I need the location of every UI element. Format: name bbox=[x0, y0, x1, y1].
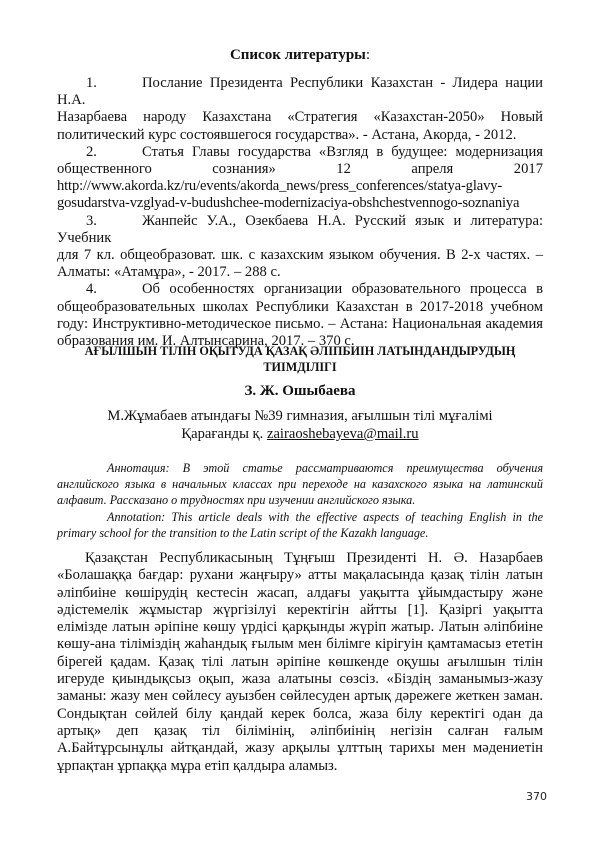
abstract-english: Annotation: This article deals with the effective aspects of teaching English in the primary school for the transition to the Latin script of the Kazakh language. bbox=[57, 509, 543, 540]
reference-number: 1. bbox=[86, 75, 97, 91]
affiliation-city: Қарағанды қ. bbox=[181, 426, 264, 442]
reference-4-line-1 bbox=[57, 281, 543, 298]
reference-4-line-2: общеобразовательных школах Республики Казахстан в 2017-2018 учебном bbox=[57, 298, 543, 315]
affiliation-school: М.Жұмабаев атындағы №39 гимназия, ағылшын тілі мұғалімі bbox=[107, 408, 493, 424]
author-affiliation bbox=[57, 407, 543, 443]
reference-2-url-line-1[interactable]: http://www.akorda.kz/ru/events/akorda_news/press_conferences/statya-glavy- bbox=[57, 178, 503, 195]
reference-2-url-line-2[interactable]: gosudarstva-vzglyad-v-budushchee-modernizaciya-obshchestvennogo-soznaniya bbox=[57, 195, 520, 212]
reference-number: 4. bbox=[86, 281, 97, 298]
reference-text: Жанпейс У.А., Озекбаева Н.А. Русский язык и литература: Учебник bbox=[57, 212, 543, 246]
reference-3-line-2: для 7 кл. общеобразоват. шк. с казахским языком обучения. В 2-х частях. – bbox=[57, 247, 543, 264]
abstract-russian: Аннотация: В этой статье рассматриваются преимущества обучения английского языка в начальных классах при переходе на казахского языка на латинский алфавит. Рассказано о трудностях при изучении английского языка. bbox=[57, 461, 543, 508]
references-heading-colon: : bbox=[365, 47, 371, 63]
reference-number: 2. bbox=[86, 143, 97, 160]
article-title-line-1: АҒЫЛШЫН ТІЛІН ОҚЫТУДА ҚАЗАҚ ӘЛІПБИІН ЛАТЫНДАНДЫРУДЫҢ bbox=[84, 344, 516, 358]
page-number: 370 bbox=[526, 790, 547, 803]
reference-2-line-1 bbox=[57, 144, 543, 161]
reference-3-line-3: Алматы: «Атамұра», - 2017. – 288 с. bbox=[57, 264, 281, 281]
article-body bbox=[57, 550, 543, 775]
reference-1-line-3: политический курс состоявшегося государства». - Астана, Акорда, - 2012. bbox=[57, 126, 517, 143]
reference-item-4 bbox=[57, 281, 543, 350]
article-title bbox=[57, 343, 543, 375]
reference-3-line-1 bbox=[57, 213, 543, 247]
abstract-section bbox=[57, 460, 543, 541]
reference-2-line-2: общественного сознания» 12 апреля 2017 bbox=[57, 161, 543, 178]
references-heading bbox=[57, 46, 543, 64]
references-list bbox=[57, 75, 543, 350]
affiliation-contact bbox=[57, 425, 543, 443]
reference-number: 3. bbox=[86, 212, 97, 229]
reference-1-line-2: Назарбаева народу Казахстана «Стратегия «Казахстан-2050» Новый bbox=[57, 109, 543, 126]
reference-item-3 bbox=[57, 213, 543, 282]
reference-item-2 bbox=[57, 144, 543, 213]
reference-4-line-3: году: Инструктивно-методическое письмо. – Астана: Национальная академия bbox=[57, 315, 543, 332]
reference-1-line-1 bbox=[57, 75, 543, 109]
reference-text: Статья Главы государства «Взгляд в будущее: модернизация bbox=[142, 143, 543, 160]
article-title-line-2: ТИІМДІЛІГІ bbox=[263, 360, 337, 374]
body-paragraph: Қазақстан Республикасының Тұңғыш Президенті Н. Ә. Назарбаев «Болашаққа бағдар: рухани жаңғыру» атты мақаласында қазақ тілін латын әліпбиіне көшірудің кестесін жасап, алдағы уақытта ұйымдастыру және әдістемелік жұмыстар жүргізілуі керектігін айтты [1]. Қазіргі уақытта елімізде латын әріпіне көшу үрдісі қарқынды жүріп жатыр. Латын әліпбиіне көшу-ана тіліміздің жаһандық ғылым мен білімге кірігуін қамтамасыз ететін бірегей қадам. Қазақ тілі латын әріпіне көшкенде оқушы ағылшын тілін игеруде қиындықсыз оқып, жаза алатыны сөзсіз. «Біздің заманымыз-жазу заманы: жазу мен сөйлесу ауызбен сөйлесуден артық дәрежеге жеткен заман. Сондықтан сөйлей білу қандай керек болса, жаза білу керектігі одан да артық» деп қазақ тіл білімінің, әліпбиінің негізін салған ғалым А.Байтұрсынұлы айтқандай, жазу арқылы ұлттың тарихы мен мәдениетін ұрпақтан ұрпаққа мұра етіп қалдыра аламыз. bbox=[57, 550, 543, 774]
reference-text: Об особенностях организации образовательного процесса в bbox=[142, 281, 543, 298]
reference-4-line-4: образования им. И. Алтынсарина, 2017. – 370 с. bbox=[57, 333, 355, 350]
references-heading-text: Список литературы bbox=[229, 47, 366, 63]
reference-text: Послание Президента Республики Казахстан - Лидера нации Н.А. bbox=[57, 75, 543, 109]
author-email-link[interactable]: zairaoshebayeva@mail.ru bbox=[266, 426, 419, 442]
article-author: З. Ж. Ошыбаева bbox=[244, 383, 356, 399]
reference-item-1 bbox=[57, 75, 543, 144]
